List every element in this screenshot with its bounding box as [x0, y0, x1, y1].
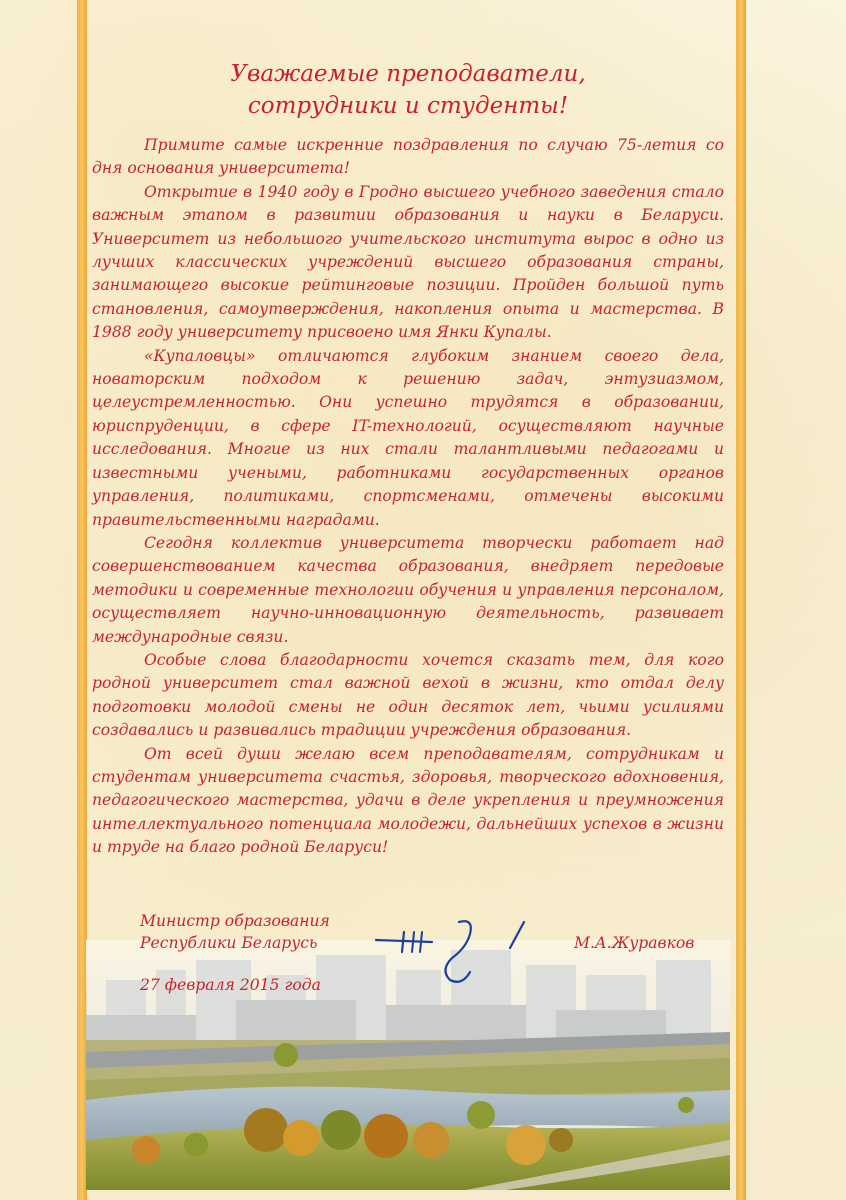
paragraph-greeting: Примите самые искренние поздравления по случаю 75-летия со дня основания университета!	[92, 136, 724, 178]
letter-heading	[92, 58, 724, 122]
handwritten-signature	[374, 918, 544, 994]
signer-position	[140, 910, 330, 954]
heading-line-1: Уважаемые преподаватели,	[230, 61, 586, 87]
paragraph-wishes: От всей души желаю всем преподавателям, сотрудникам и студентам университета счастья, здоровья, творческого вдохновения, педагогического мастерства, удачи в деле укрепления и преумножения интеллектуального потенциала молодежи, дальнейших успехов в жизни и труде на благо родной Беларуси!	[92, 744, 724, 857]
paragraph-gratitude: Особые слова благодарности хочется сказать тем, для кого родной университет стал важной вехой в жизни, кто отдал делу подготовки молодой смены не один десяток лет, чьими усилиями создавались и развивались традиции учреждения образования.	[92, 650, 724, 740]
letter-body	[92, 58, 724, 860]
signer-position-line-1: Министр образования	[140, 912, 330, 930]
signature-block	[92, 910, 724, 1000]
signer-position-line-2: Республики Беларусь	[140, 934, 318, 952]
heading-line-2: сотрудники и студенты!	[247, 93, 569, 119]
letter-date: 27 февраля 2015 года	[140, 976, 321, 994]
right-decorative-border	[736, 0, 746, 1200]
paragraph-alumni: «Купаловцы» отличаются глубоким знанием своего дела, новаторским подходом к решению задач, энтузиазмом, целеустремленностью. Они успешно трудятся в образовании, юриспруденции, в сфере IT-технологий, осуществляют научные исследования. Многие из них стали талантливыми педагогами и известными учеными, работниками государственных органов управления, политиками, спортсменами, отмечены высокими правительственными наградами.	[92, 346, 724, 529]
signer-name: М.А.Журавков	[574, 934, 695, 952]
paragraph-today: Сегодня коллектив университета творчески работает над совершенствованием качества образования, внедряет передовые методики и современные технологии обучения и управления персоналом, осуществляет научно-инновационную деятельность, развивает международные связи.	[92, 533, 724, 646]
paragraph-history: Открытие в 1940 году в Гродно высшего учебного заведения стало важным этапом в развитии образования и науки в Беларуси. Университет из небольшого учительского института вырос в одно из лучших классических учреждений высшего образования страны, занимающего высокие рейтинговые позиции. Пройден большой путь становления, самоутверждения, накопления опыта и мастерства. В 1988 году университету присвоено имя Янки Купалы.	[92, 182, 724, 342]
